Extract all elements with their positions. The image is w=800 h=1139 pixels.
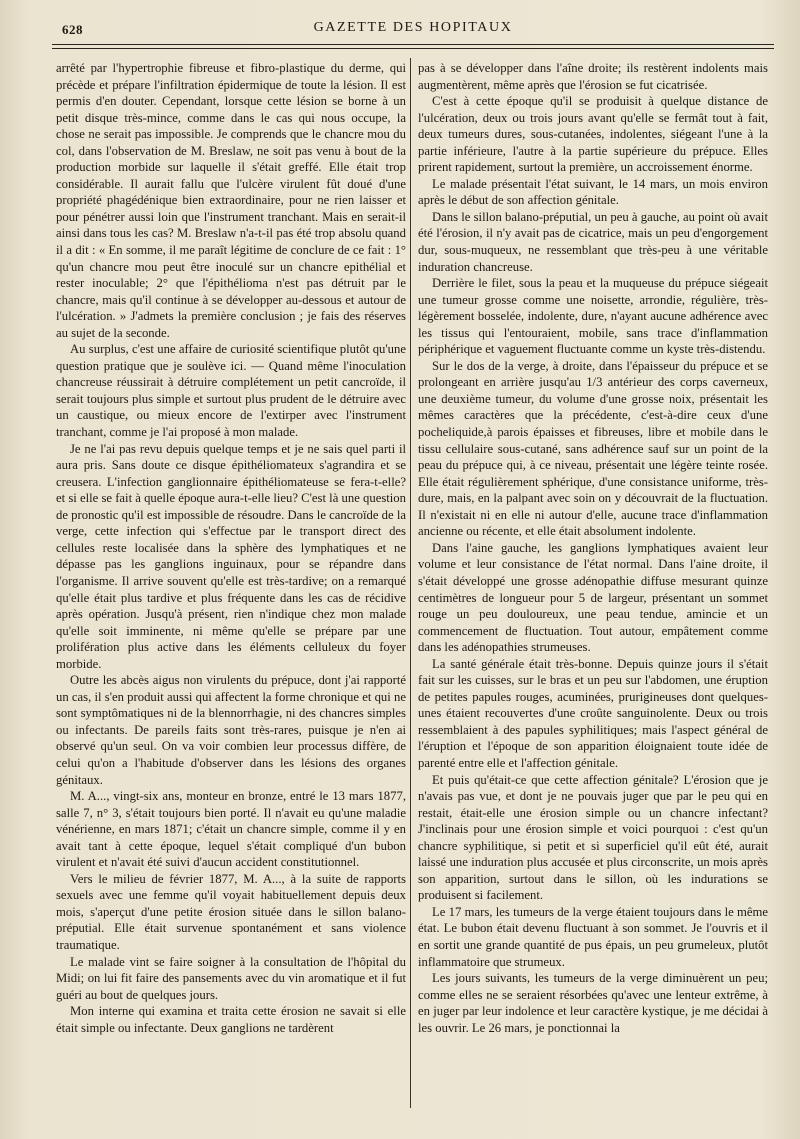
paragraph: C'est à cette époque qu'il se produisit à quelque distance de l'ulcération, deux ou trois jours avant qu'elle se fermât tout à fait, deux tumeurs dures, sous-cutanées, indolentes, siégeant l'une à la partie inférieure, l'autre à la partie supérieure du prépuce. Elles prirent rapidement, surtout la première, un accroissement énorme. [418,94,768,175]
paragraph: Vers le milieu de février 1877, M. A..., à la suite de rapports sexuels avec une femme qu'il voyait habituellement depuis deux mois, s'aperçut d'une petite érosion située dans le sillon balano-préputial. Elle était survenue spontanément et sans violence traumatique. [56,871,406,952]
paragraph: Je ne l'ai pas revu depuis quelque temps et je ne sais quel parti il aura pris. Sans doute ce disque épithéliomateux s'agrandira et se creusera. L'infection ganglionnaire épithéliomateuse se fera-t-elle? et si elle se fait à quelle époque aura-t-elle lieu? C'est là une question de pronostic qu'il est impossible de résoudre. Dans le cancroïde de la verge, cette infection qui s'effectue par le transport direct des cellules reste localisée dans la sphère des lymphatiques et ne dépasse pas les ganglions inguinaux, pour se répandre dans l'organisme. Il arrive souvent qu'elle est très-tardive; on a remarqué qu'elle était plus tardive et plus fréquente dans les cas de récidive après opération. Jusqu'à présent, rien n'indique chez mon malade qu'elle soit imminente, ni même qu'elle se prépare par une prolifération plus active dans les éléments celluleux du foyer morbide. [56,441,406,671]
left-column [56,60,406,1120]
paragraph: Dans l'aine gauche, les ganglions lymphatiques avaient leur volume et leur consistance de l'état normal. Dans l'aine droite, il s'était développé une grosse adénopathie diffuse mesurant quinze centimètres de longueur pour 5 de largeur, présentant un sommet rouge un peu douloureux, une peau tendue, amincie et un commencement de fluctuation. Tout autour, empâtement comme dans les adénopathies strumeuses. [418,540,768,655]
column-divider [410,58,411,1108]
header-rule-thin [52,48,774,49]
paragraph: Au surplus, c'est une affaire de curiosité scientifique plutôt qu'une question pratique que je soulève ici. — Quand même l'inoculation chancreuse réussirait à détruire complétement un petit cancroïde, il serait toujours plus simple et surtout plus prudent de le détruire avec un caustique, ou mieux encore de l'extirper avec l'instrument tranchant, comme je l'ai proposé à mon malade. [56,342,406,440]
header-rule [52,44,774,45]
paragraph: Et puis qu'était-ce que cette affection génitale? L'érosion que je n'avais pas vue, et dont je ne pouvais juger que par le peu qui en restait, était-elle une érosion simple ou un chancre infectant? J'inclinais pour une érosion simple et voici pourquoi : c'est qu'un chancre syphilitique, si petit et si superficiel qu'il eût été, aurait laissé une induration plus accusée et plus circonscrite, un mois après son apparition, surtout dans le sillon, où les indurations se produisent si facilement. [418,772,768,903]
paragraph: Mon interne qui examina et traita cette érosion ne savait si elle était simple ou infectante. Deux ganglions ne tardèrent [56,1004,406,1035]
page-number: 628 [62,22,83,37]
paragraph: Derrière le filet, sous la peau et la muqueuse du prépuce siégeait une tumeur grosse comme une noisette, arrondie, régulière, très-légèrement bosselée, indolente, dure, n'ayant aucune adhérence avec les tissus qui l'entouraient, mobile, sans trace d'inflammation périphérique et vaguement fluctuante comme un kyste très-distendu. [418,276,768,357]
paragraph: arrêté par l'hypertrophie fibreuse et fibro-plastique du derme, qui précède et prépare l'infiltration épidermique de toute la lésion. Il est permis d'en douter. Cependant, lorsque cette lésion se borne à un petit disque très-mince, comme dans le cas qui nous occupe, la chose ne serait pas impossible. Je comprends que le chancre mou du col, dans l'observation de M. Breslaw, ne soit pas venu à bout de la production morbide sur laquelle il s'était greffé. Elle était trop considérable. Il aurait fallu que l'ulcère virulent fût doué d'une propriété phagédénique bien extraordinaire, pour ne rien laisser et pour pénétrer aussi loin que l'instrument tranchant. Mais en serait-il ainsi dans tous les cas? M. Breslaw n'a-t-il pas été trop absolu quand il a dit : « En somme, il me paraît légitime de conclure de ce fait : 1° qu'un chancre mou peut être inoculé sur un chancre epithélial et rester inoculable; 2° que l'épithélioma n'est pas détruit par le chancre, mais qu'il continue à se développer au-dessous et autour de l'ulcération. » J'admets la première conclusion ; je fais des réserves au sujet de la seconde. [56,61,406,340]
running-title: GAZETTE DES HOPITAUX [313,20,513,35]
right-column [418,60,768,1120]
paragraph: Le malade présentait l'état suivant, le 14 mars, un mois environ après le début de son affection génitale. [418,176,768,208]
paragraph: Outre les abcès aigus non virulents du prépuce, dont j'ai rapporté un cas, il s'en produit aussi qui affectent la forme chronique et qui ne sont symptômatiques ni de la blennorrhagie, ni des chancres simples ou infectants. De pareils faits sont très-rares, puisque je n'en ai observé qu'un seul. On va voir combien leur processus diffère, de celui qu'on a l'habitude d'observer dans les lésions des organes génitaux. [56,673,406,787]
paragraph: Sur le dos de la verge, à droite, dans l'épaisseur du prépuce et se prolongeant en arrière jusqu'au 1/3 antérieur des corps caverneux, une deuxième tumeur, du volume d'une grosse noix, présentait les mêmes caractères que la précédente, c'est-à-dire ceux d'une pocheliquide,à parois épaisses et fibreuses, libre et mobile dans le tissu cellulaire sous-cutané, sans adhérence sauf sur un point de la peau du prépuce qui, à ce niveau, présentait une légère teinte rosée. Elle était régulièrement sphérique, d'une consistance uniforme, très-dure, mais, en la palpant avec soin on y découvrait de la fluctuation. Il n'existait ni en elle ni autour d'elle, aucune trace d'inflammation ancienne ou récente, et elle était absolument indolente. [418,358,768,539]
paragraph: Le malade vint se faire soigner à la consultation de l'hôpital du Midi; on lui fit faire des pansements avec du vin aromatique et il fut guéri au bout de quelques jours. [56,954,406,1002]
paragraph: Dans le sillon balano-préputial, un peu à gauche, au point où avait été l'érosion, il n'y avait pas de cicatrice, mais un peu d'engorgement dur, sous-muqueux, ne ressemblant que très-peu à une véritable induration chancreuse. [418,209,768,274]
paragraph: Les jours suivants, les tumeurs de la verge diminuèrent un peu; comme elles ne se seraient résorbées qu'avec une lenteur extrême, à en juger par leur indolence et leur caractère kystique, je me décidai à les ouvrir. Le 26 mars, je ponctionnai la [418,971,768,1035]
page-header [52,16,774,42]
paragraph: M. A..., vingt-six ans, monteur en bronze, entré le 13 mars 1877, salle 7, n° 3, s'était toujours bien porté. Il n'avait eu qu'une maladie vénérienne, en mars 1871; c'était un chancre simple, comme il y en avait tant à cette époque, lequel s'était compliqué d'un bubon virulent et n'avait été suivi d'aucun accident constitutionnel. [56,789,406,870]
paragraph: La santé générale était très-bonne. Depuis quinze jours il s'était fait sur les cuisses, sur le bras et un peu sur l'abdomen, une éruption de petites papules rouges, acuminées, prurigineuses dont quelques-unes étaient recouvertes d'une croûte sanguinolente. Deux ou trois ressemblaient à des papules syphilitiques; mais l'aspect général de l'éruption et l'époque de son apparition éloignaient toute idée de parenté entre elle et l'affection génitale. [418,656,768,770]
paragraph: pas à se développer dans l'aîne droite; ils restèrent indolents mais augmentèrent, même après que l'érosion se fut cicatrisée. [418,61,768,92]
paragraph: Le 17 mars, les tumeurs de la verge étaient toujours dans le même état. Le bubon était devenu fluctuant à son sommet. Je l'ouvris et il en sortit une grande quantité de pus épais, un peu grumeleux, plutôt inflammatoire que strumeux. [418,904,768,969]
